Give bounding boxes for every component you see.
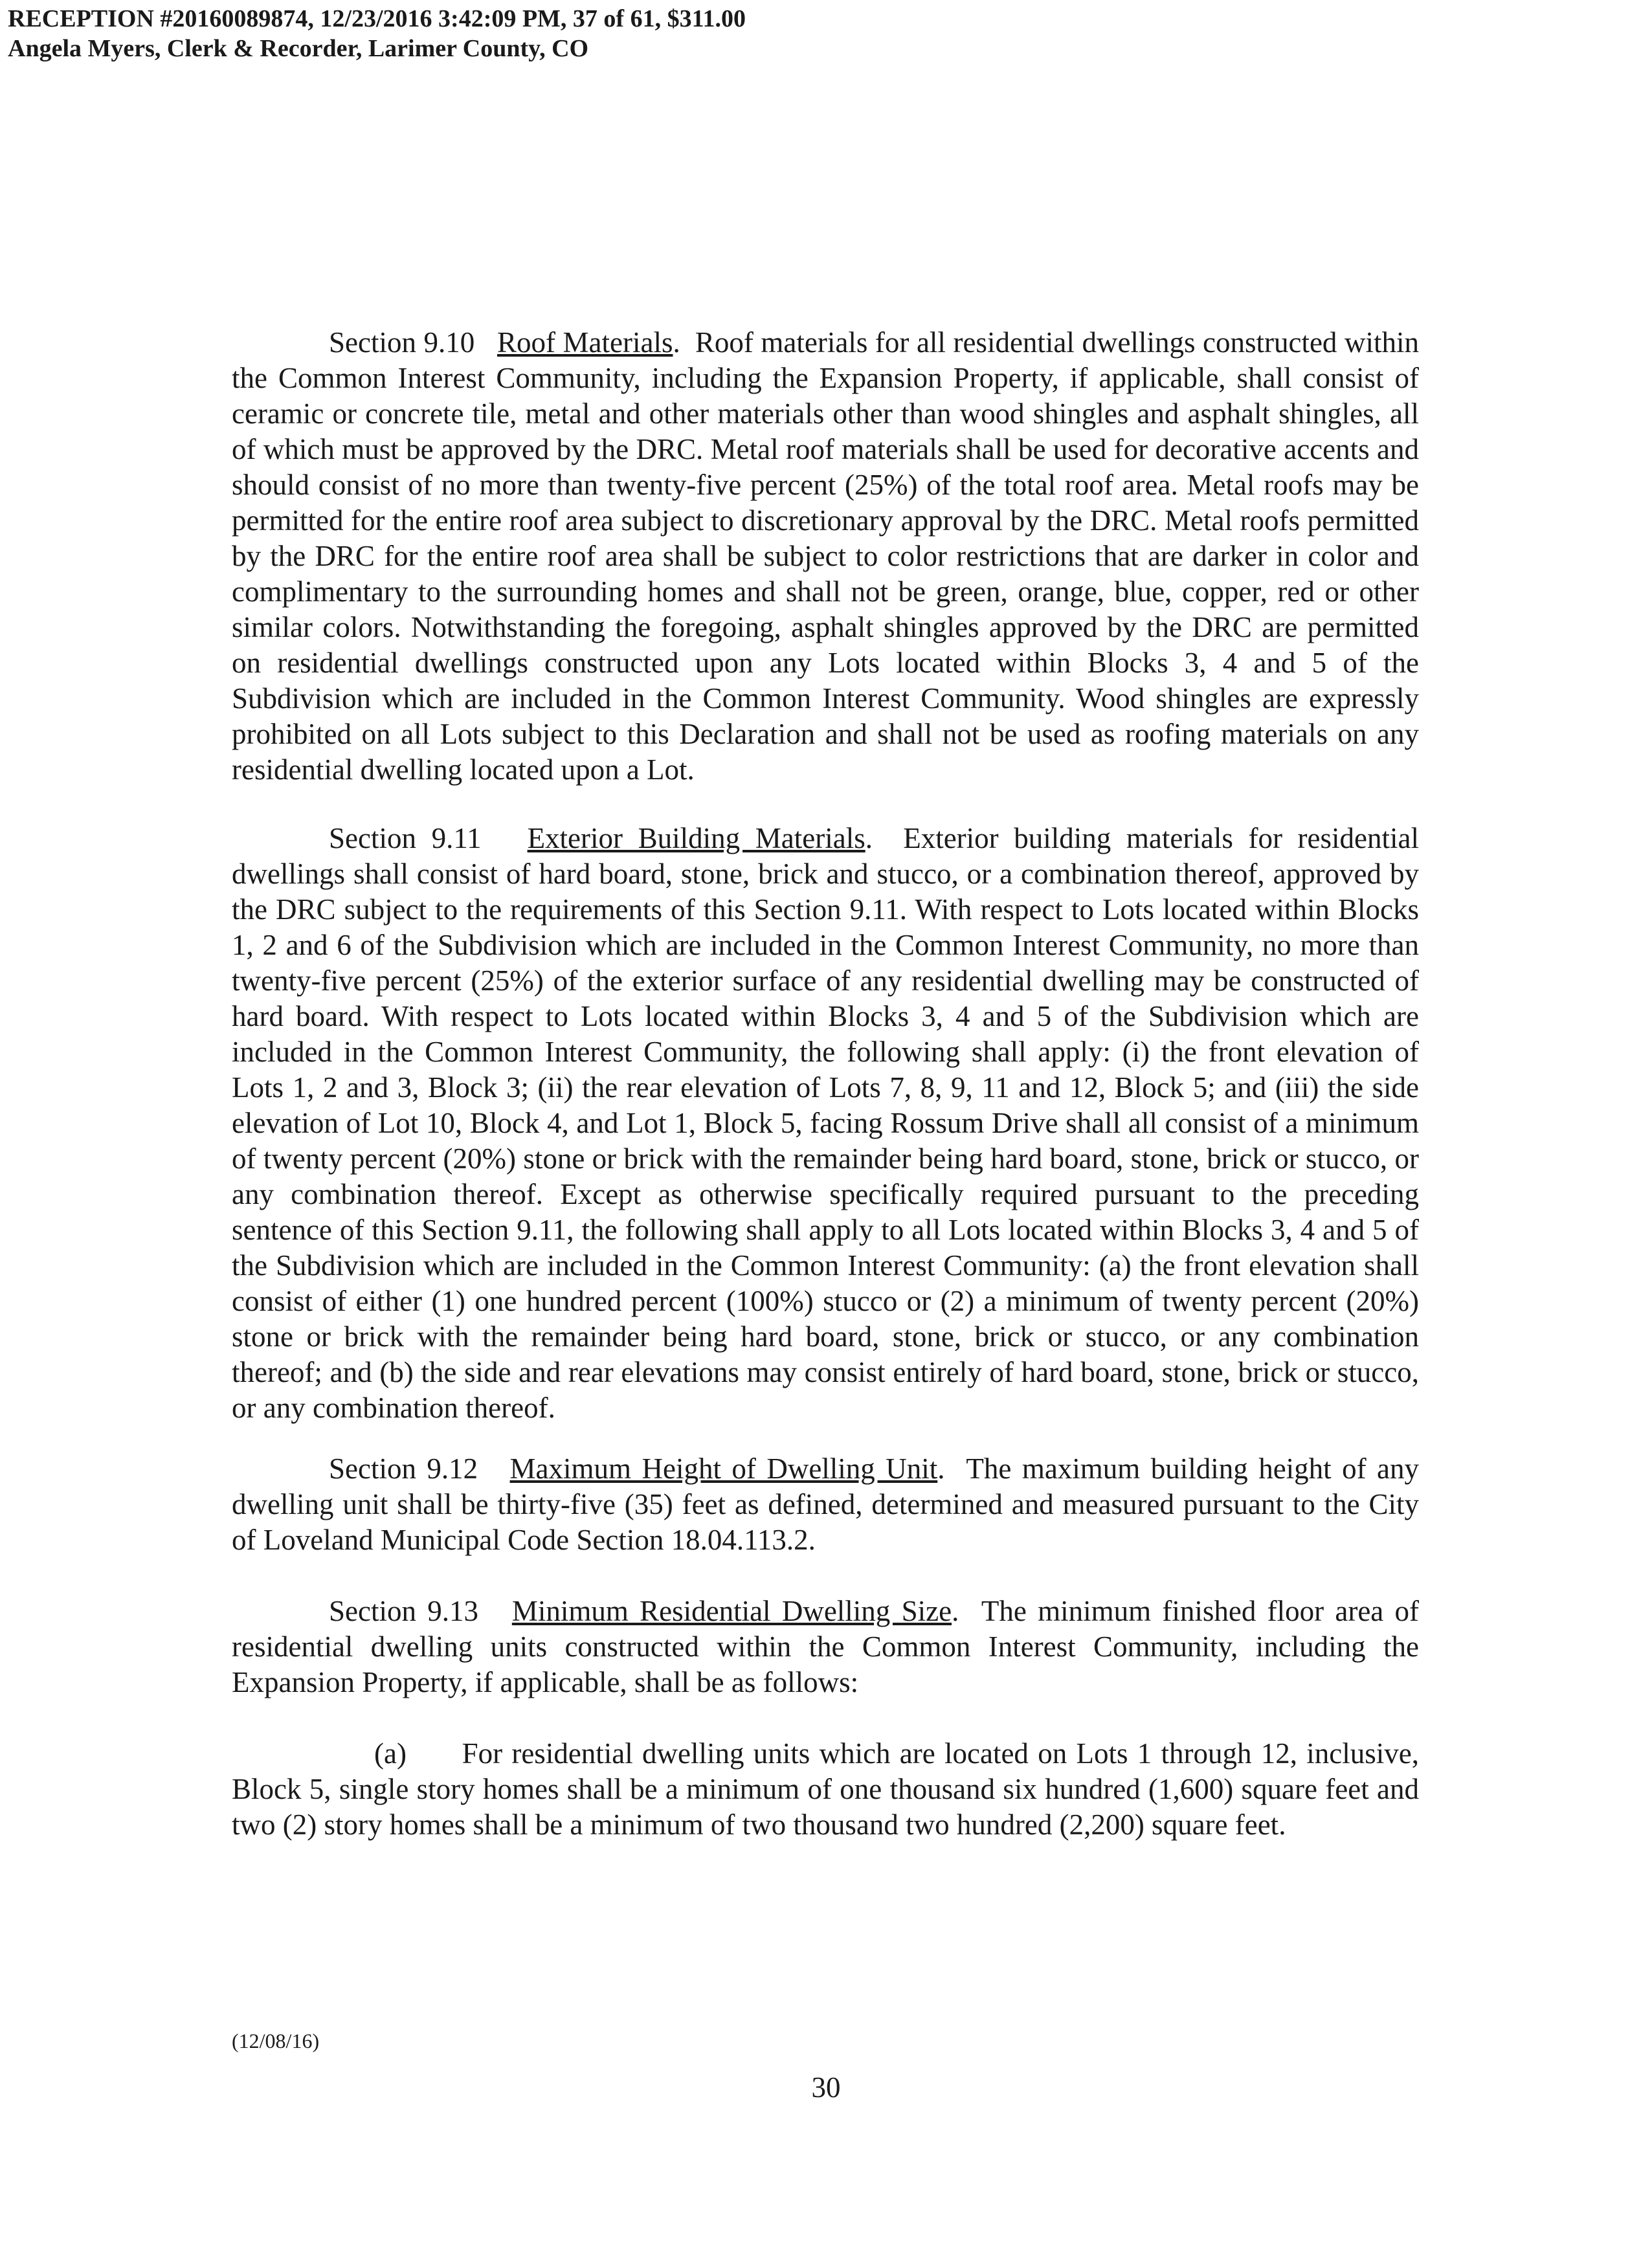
section-9-11: Section 9.11 Exterior Building Materials. Exterior building materials for residential dwellings shall consist of hard board, stone, brick and stucco, or a combination thereof, approved by the DRC subject to the requirements of this Section 9.11. With respect to Lots located within Blocks 1, 2 and 6 of the Subdivision which are included in the Common Interest Community, no more than twenty-five percent (25%) of the exterior surface of any residential dwelling may be constructed of hard board. With respect to Lots located within Blocks 3, 4 and 5 of the Subdivision which are included in the Common Interest Community, the following shall apply: (i) the front elevation of Lots 1, 2 and 3, Block 3; (ii) the rear elevation of Lots 7, 8, 9, 11 and 12, Block 5; and (iii) the side elevation of Lot 10, Block 4, and Lot 1, Block 5, facing Rossum Drive shall all consist of a minimum of twenty percent (20%) stone or brick with the remainder being hard board, stone, brick or stucco, or any combination thereof. Except as otherwise specifically required pursuant to the preceding sentence of this Section 9.11, the following shall apply to all Lots located within Blocks 3, 4 and 5 of the Subdivision which are included in the Common Interest Community: (a) the front elevation shall consist of either (1) one hundred percent (100%) stucco or (2) a minimum of twenty percent (20%) stone or brick with the remainder being hard board, stone, brick or stucco, or any combination thereof; and (b) the side and rear elevations may consist entirely of hard board, stone, brick or stucco, or any combination thereof. — [232, 822, 1419, 1424]
section-number: Section 9.11 — [329, 822, 482, 854]
recording-stamp-line-2: Angela Myers, Clerk & Recorder, Larimer County, CO — [8, 35, 589, 62]
page-number: 30 — [811, 2071, 841, 2104]
section-number: Section 9.13 — [329, 1595, 478, 1627]
section-title: Minimum Residential Dwelling Size — [511, 1595, 952, 1627]
section-body: Roof materials for all residential dwellings constructed within the Common Interest Community, including the Expansion Property, if applicable, shall consist of ceramic or concrete tile, metal and other materials other than wood shingles and asphalt shingles, all of which must be approved by the DRC. Metal roof materials shall be used for decorative accents and should consist of no more than twenty-five percent (25%) of the total roof area. Metal roofs may be permitted for the entire roof area subject to discretionary approval by the DRC. Metal roofs permitted by the DRC for the entire roof area shall be subject to color restrictions that are darker in color and complimentary to the surrounding homes and shall not be green, orange, blue, copper, red or other similar colors. Notwithstanding the foregoing, asphalt shingles approved by the DRC are permitted on residential dwellings constructed upon any Lots located within Blocks 3, 4 and 5 of the Subdivision which are included in the Common Interest Community. Wood shingles are expressly prohibited on all Lots subject to this Declaration and shall not be used as roofing materials on any residential dwelling located upon a Lot. — [232, 326, 1420, 786]
subitem-a — [232, 1736, 1419, 1843]
section-body: The minimum finished floor area of residential dwelling units constructed within the Common Interest Community, including the Expansion Property, if applicable, shall be as follows: — [232, 1595, 1420, 1698]
section-body: The maximum building height of any dwelling unit shall be thirty-five (35) feet as defined, determined and measured pursuant to the City of Loveland Municipal Code Section 18.04.113.2. — [232, 1452, 1420, 1556]
section-9-12: Section 9.12 Maximum Height of Dwelling Unit. The maximum building height of any dwelling unit shall be thirty-five (35) feet as defined, determined and measured pursuant to the City of Loveland Municipal Code Section 18.04.113.2. — [232, 1452, 1420, 1556]
recording-stamp — [8, 4, 746, 63]
section-number: Section 9.10 — [329, 326, 475, 359]
section-title: Roof Materials — [497, 326, 673, 359]
section-9-13: Section 9.13 Minimum Residential Dwelling Size. The minimum finished floor area of residential dwelling units constructed within the Common Interest Community, including the Expansion Property, if applicable, shall be as follows: — [232, 1595, 1420, 1698]
subitem-body: For residential dwelling units which are located on Lots 1 through 12, inclusive, Block 5, single story homes shall be a minimum of one thousand six hundred (1,600) square feet and two (2) story homes shall be a minimum of two thousand two hundred (2,200) square feet. — [232, 1737, 1419, 1841]
section-title: Exterior Building Materials — [527, 822, 865, 854]
revision-date: (12/08/16) — [232, 2029, 320, 2052]
subitem-label: (a) — [374, 1737, 407, 1770]
recording-stamp-line-1: RECEPTION #20160089874, 12/23/2016 3:42:09 PM, 37 of 61, $311.00 — [8, 5, 746, 32]
section-title: Maximum Height of Dwelling Unit — [509, 1452, 938, 1485]
section-body: Exterior building materials for residential dwellings shall consist of hard board, stone, brick and stucco, or a combination thereof, approved by the DRC subject to the requirements of this Section 9.11. With respect to Lots located within Blocks 1, 2 and 6 of the Subdivision which are included in the Common Interest Community, no more than twenty-five percent (25%) of the exterior surface of any residential dwelling may be constructed of hard board. With respect to Lots located within Blocks 3, 4 and 5 of the Subdivision which are included in the Common Interest Community, the following shall apply: (i) the front elevation of Lots 1, 2 and 3, Block 3; (ii) the rear elevation of Lots 7, 8, 9, 11 and 12, Block 5; and (iii) the side elevation of Lot 10, Block 4, and Lot 1, Block 5, facing Rossum Drive shall all consist of a minimum of twenty percent (20%) stone or brick with the remainder being hard board, stone, brick or stucco, or any combination thereof. Except as otherwise specifically required pursuant to the preceding sentence of this Section 9.11, the following shall apply to all Lots located within Blocks 3, 4 and 5 of the Subdivision which are included in the Common Interest Community: (a) the front elevation shall consist of either (1) one hundred percent (100%) stucco or (2) a minimum of twenty percent (20%) stone or brick with the remainder being hard board, stone, brick or stucco, or any combination thereof; and (b) the side and rear elevations may consist entirely of hard board, stone, brick or stucco, or any combination thereof. — [232, 822, 1419, 1424]
section-number: Section 9.12 — [329, 1452, 478, 1485]
section-9-10: Section 9.10 Roof Materials. Roof materials for all residential dwellings constructed within the Common Interest Community, including the Expansion Property, if applicable, shall consist of ceramic or concrete tile, metal and other materials other than wood shingles and asphalt shingles, all of which must be approved by the DRC. Metal roof materials shall be used for decorative accents and should consist of no more than twenty-five percent (25%) of the total roof area. Metal roofs may be permitted for the entire roof area subject to discretionary approval by the DRC. Metal roofs permitted by the DRC for the entire roof area shall be subject to color restrictions that are darker in color and complimentary to the surrounding homes and shall not be green, orange, blue, copper, red or other similar colors. Notwithstanding the foregoing, asphalt shingles approved by the DRC are permitted on residential dwellings constructed upon any Lots located within Blocks 3, 4 and 5 of the Subdivision which are included in the Common Interest Community. Wood shingles are expressly prohibited on all Lots subject to this Declaration and shall not be used as roofing materials on any residential dwelling located upon a Lot. — [232, 326, 1420, 786]
